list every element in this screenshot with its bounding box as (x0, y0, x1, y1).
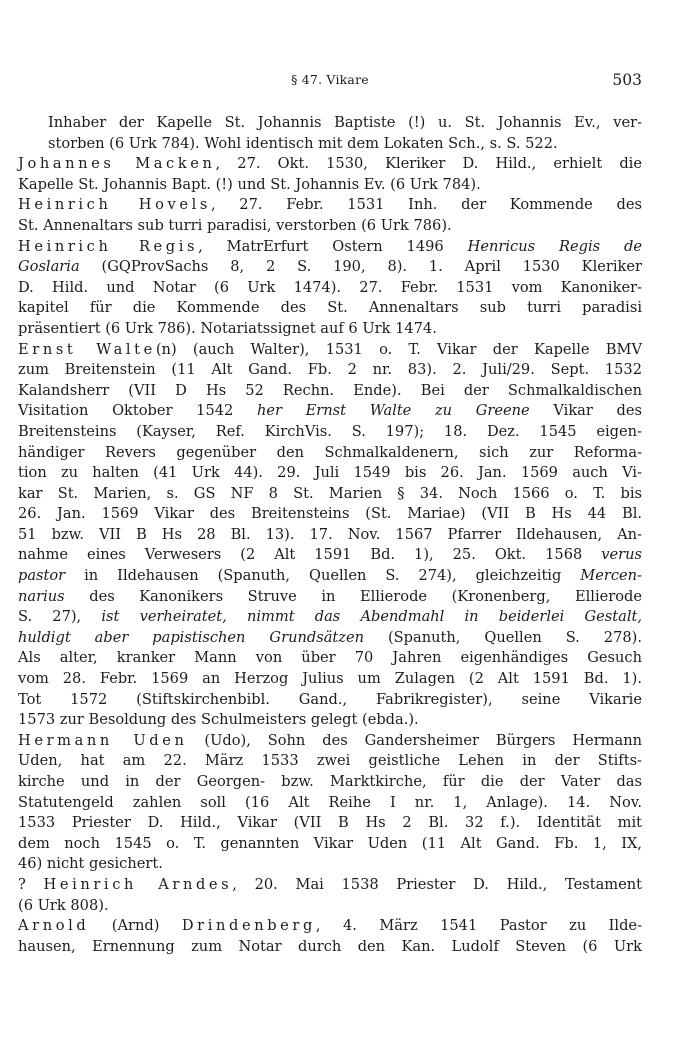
person-name: Hermann Uden (18, 731, 188, 749)
text-line: huldigt aber papistischen Grundsätzen (Spanuth, Quellen S. 278). (18, 628, 642, 646)
text-line: kirche und in der Georgen- bzw. Marktkirche, für die der Vater das (18, 773, 642, 790)
entry-heinrich-arndes (18, 875, 642, 916)
entry-heinrich-regis (18, 237, 642, 340)
text-line: 1573 zur Besoldung des Schulmeisters gelegt (ebda.). (18, 711, 419, 729)
text-run: (Udo), Sohn des Gandersheimer Bürgers Hermann (204, 731, 643, 749)
text-line: Uden, hat am 22. März 1533 zwei geistliche Lehen in der Stifts- (18, 752, 642, 770)
text-line: 1533 Priester D. Hild., Vikar (VII B Hs 2 Bl. 32 f.). Identität mit (18, 814, 642, 832)
entry-johannes-macken (18, 154, 642, 195)
text-line: Kalandsherr (VII D Hs 52 Rechn. Ende). Bei der Schmalkaldischen (18, 381, 642, 399)
entry-heinrich-hovels (18, 195, 642, 236)
entry-ernst-walte (18, 340, 642, 731)
text-line: 51 bzw. VII B Hs 28 Bl. 13). 17. Nov. 1567 Pfarrer Ildehausen, An- (18, 525, 642, 543)
section-title: § 47. Vikare (291, 72, 369, 87)
text-line (18, 875, 643, 896)
entry-hermann-uden (18, 731, 642, 875)
text-line (18, 237, 643, 258)
entry-continuation (18, 113, 642, 154)
text-line: nahme eines Verwesers (2 Alt 1591 Bd. 1), 25. Okt. 1568 verus (18, 546, 642, 564)
text-line: Visitation Oktober 1542 her Ernst Walte zu Greene Vikar des (18, 402, 642, 420)
text-run: , 27. Febr. 1531 Inh. der Kommende des (210, 196, 642, 214)
text-line: (6 Urk 808). (18, 896, 109, 914)
text-line: tion zu halten (41 Urk 44). 29. Juli 1549 bis 26. Jan. 1569 auch Vi- (18, 464, 642, 482)
text-line (18, 195, 642, 216)
text-line: präsentiert (6 Urk 786). Notariatssignet auf 6 Urk 1474. (18, 319, 437, 337)
text-run: (n) (auch Walter), 1531 o. T. Vikar der Kapelle BMV (155, 340, 643, 358)
text-line (18, 340, 643, 361)
person-name: Heinrich Regis (18, 237, 199, 255)
text-run: , 20. Mai 1538 Priester D. Hild., Testament (232, 875, 643, 893)
running-head (18, 72, 642, 92)
uncertain-marker: ? (18, 875, 44, 893)
page-number: 503 (612, 71, 642, 89)
text-run: , MatrErfurt Ostern 1496 Henricus Regis de (198, 237, 643, 255)
text-line (18, 731, 643, 752)
text-line: hausen, Ernennung zum Notar durch den Kan. Ludolf Steven (6 Urk (18, 937, 642, 955)
person-name: Heinrich Hovels (18, 196, 211, 214)
text-run: , 4. März 1541 Pastor zu Ilde- (315, 917, 643, 935)
text-line: narius des Kanonikers Struve in Ellierode (Kronenberg, Ellierode (18, 587, 642, 605)
text-line: Inhaber der Kapelle St. Johannis Baptiste (!) u. St. Johannis Ev., ver- (48, 114, 642, 131)
person-surname: Drindenberg (181, 917, 316, 935)
text-line: storben (6 Urk 784). Wohl identisch mit dem Lokaten Sch., s. S. 522. (48, 134, 558, 152)
text-line: Goslaria (GQProvSachs 8, 2 S. 190, 8). 1. April 1530 Kleriker (18, 258, 642, 276)
person-name: Arnold (18, 917, 90, 935)
text-line: kapitel für die Kommende des St. Annenaltars sub turri paradisi (18, 299, 642, 317)
name-variant: (Arnd) (111, 917, 160, 935)
person-name: Ernst Walte (18, 340, 156, 358)
body-text (18, 113, 642, 957)
text-line (18, 154, 642, 175)
text-line: dem noch 1545 o. T. genannten Vikar Uden (11 Alt Gand. Fb. 1, IX, (18, 834, 642, 852)
text-line: 26. Jan. 1569 Vikar des Breitensteins (St. Mariae) (VII B Hs 44 Bl. (18, 505, 642, 523)
text-line (18, 916, 643, 937)
text-line: Breitensteins (Kayser, Ref. KirchVis. S. 197); 18. Dez. 1545 eigen- (18, 422, 642, 440)
text-line: vom 28. Febr. 1569 an Herzog Julius um Zulagen (2 Alt 1591 Bd. 1). (18, 670, 642, 688)
person-name: Heinrich Arndes (43, 875, 233, 893)
entry-arnold-drindenberg (18, 916, 642, 957)
text-line: Statutengeld zahlen soll (16 Alt Reihe I nr. 1, Anlage). 14. Nov. (18, 793, 642, 811)
text-line: S. 27), ist verheiratet, nimmt das Abendmahl in beiderlei Gestalt, (18, 608, 643, 626)
text-line: pastor in Ildehausen (Spanuth, Quellen S. 274), gleichzeitig Mercen- (18, 567, 642, 585)
text-line: Als alter, kranker Mann von über 70 Jahren eigenhändiges Gesuch (18, 649, 642, 667)
text-line: D. Hild. und Notar (6 Urk 1474). 27. Febr. 1531 vom Kanoniker- (18, 278, 642, 296)
text-line: St. Annenaltars sub turri paradisi, verstorben (6 Urk 786). (18, 216, 452, 234)
text-line: zum Breitenstein (11 Alt Gand. Fb. 2 nr. 83). 2. Juli/29. Sept. 1532 (18, 361, 642, 379)
person-name: Johannes Macken (18, 155, 216, 173)
text-run: , 27. Okt. 1530, Kleriker D. Hild., erhielt die (215, 155, 642, 173)
text-line: Kapelle St. Johannis Bapt. (!) und St. Johannis Ev. (6 Urk 784). (18, 175, 481, 193)
text-line: kar St. Marien, s. GS NF 8 St. Marien § 34. Noch 1566 o. T. bis (18, 484, 642, 502)
text-line: 46) nicht gesichert. (18, 855, 163, 873)
text-line: händiger Revers gegenüber den Schmalkaldenern, sich zur Reforma- (18, 443, 642, 461)
text-line: Tot 1572 (Stiftskirchenbibl. Gand., Fabrikregister), seine Vikarie (18, 690, 642, 708)
